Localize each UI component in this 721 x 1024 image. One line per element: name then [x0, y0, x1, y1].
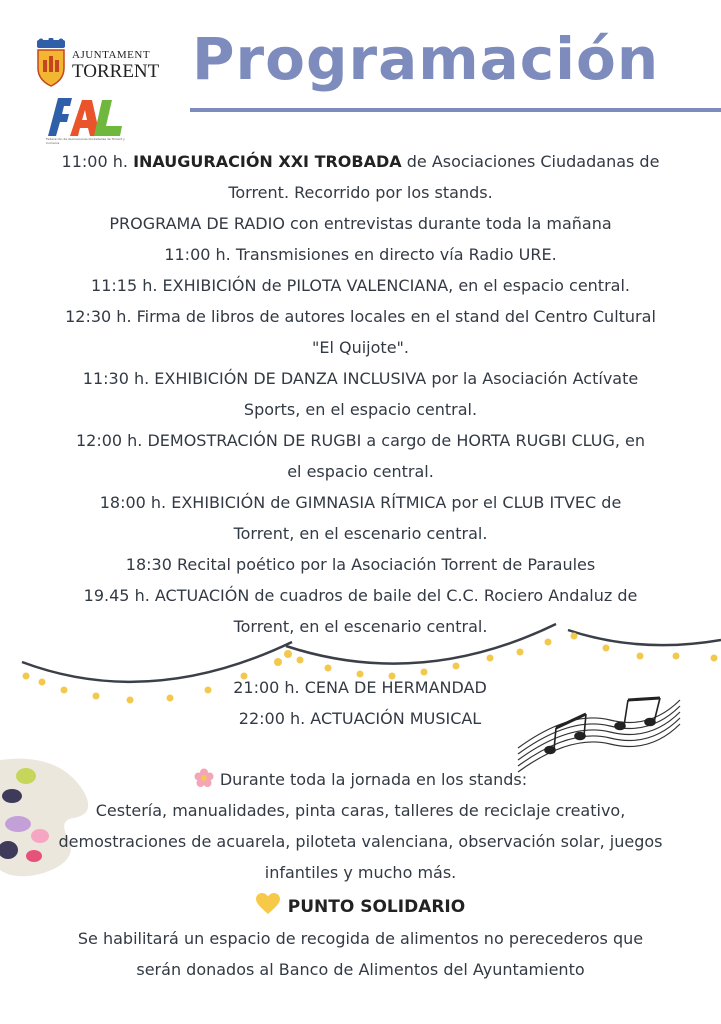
- schedule-item-radio: PROGRAMA DE RADIO con entrevistas durante toda la mañana: [109, 214, 612, 233]
- schedule-item-inauguracion-cont: Torrent. Recorrido por los stands.: [228, 183, 493, 202]
- evening-item-actuacion: 22:00 h. ACTUACIÓN MUSICAL: [238, 709, 482, 728]
- schedule-item-baile-cont: Torrent, en el escenario central.: [233, 617, 488, 636]
- stands-intro: [30, 764, 691, 795]
- schedule-list: [20, 146, 701, 642]
- stands-line: infantiles y mucho más.: [264, 863, 457, 882]
- stands-intro-text: Durante toda la jornada en los stands:: [219, 770, 528, 789]
- schedule-item-firma-libros: 12:30 h. Firma de libros de autores locales en el stand del Centro Cultural: [65, 307, 656, 326]
- schedule-item-rugbi: 12:00 h. DEMOSTRACIÓN DE RUGBI a cargo de HORTA RUGBI CLUG, en: [75, 431, 646, 450]
- schedule-item-transmisiones: 11:00 h. Transmisiones en directo vía Radio URE.: [164, 245, 557, 264]
- punto-solidario-text: [40, 923, 681, 985]
- schedule-item-danza: 11:30 h. EXHIBICIÓN DE DANZA INCLUSIVA por la Asociación Actívate: [82, 369, 639, 388]
- schedule-item-gimnasia-cont: Torrent, en el escenario central.: [233, 524, 488, 543]
- schedule-text: de Asociaciones Ciudadanas de: [401, 152, 660, 171]
- schedule-item-baile: 19.45 h. ACTUACIÓN de cuadros de baile del C.C. Rociero Andaluz de: [83, 586, 638, 605]
- schedule-item-recital: 18:30 Recital poético por la Asociación Torrent de Paraules: [125, 555, 596, 574]
- ajuntament-torrent-wordmark: [72, 50, 159, 81]
- schedule-item-firma-libros-cont: "El Quijote".: [312, 338, 409, 357]
- punto-solidario-title: PUNTO SOLIDARIO: [287, 897, 466, 917]
- heart-icon: [256, 893, 280, 915]
- schedule-item-danza-cont: Sports, en el espacio central.: [243, 400, 478, 419]
- evening-item-cena: 21:00 h. CENA DE HERMANDAD: [233, 678, 487, 697]
- schedule-time: 11:00 h.: [61, 152, 128, 171]
- page-title: Programación: [192, 25, 660, 93]
- title-underline: [190, 108, 721, 112]
- flower-icon: [194, 768, 214, 788]
- schedule-item-inauguracion: [20, 146, 701, 177]
- fal-logo-caption: Federación de Asociaciones Ciudadanas de Torrent y Comarca: [46, 137, 125, 145]
- logo-line-torrent: TORRENT: [72, 61, 160, 82]
- schedule-highlight: INAUGURACIÓN XXI TROBADA: [133, 152, 402, 171]
- schedule-item-pilota: 11:15 h. EXHIBICIÓN de PILOTA VALENCIANA, en el espacio central.: [91, 276, 630, 295]
- stands-section: [30, 764, 691, 888]
- stands-line: Cestería, manualidades, pinta caras, talleres de reciclaje creativo,: [95, 801, 626, 820]
- schedule-item-gimnasia: 18:00 h. EXHIBICIÓN de GIMNASIA RÍTMICA por el CLUB ITVEC de: [99, 493, 622, 512]
- solidario-line: serán donados al Banco de Alimentos del Ayuntamiento: [136, 960, 585, 979]
- crown-shield-icon: [37, 38, 65, 86]
- stands-line: demostraciones de acuarela, piloteta valenciana, observación solar, juegos: [58, 832, 663, 851]
- bunting-string-right: [568, 630, 721, 645]
- schedule-item-rugbi-cont: el espacio central.: [287, 462, 434, 481]
- evening-schedule: [210, 672, 510, 734]
- logo-line-ajuntament: AJUNTAMENT: [72, 49, 151, 61]
- punto-solidario-heading: [60, 892, 661, 922]
- bunting-string-middle: [286, 624, 556, 664]
- solidario-line: Se habilitará un espacio de recogida de alimentos no perecederos que: [77, 929, 644, 948]
